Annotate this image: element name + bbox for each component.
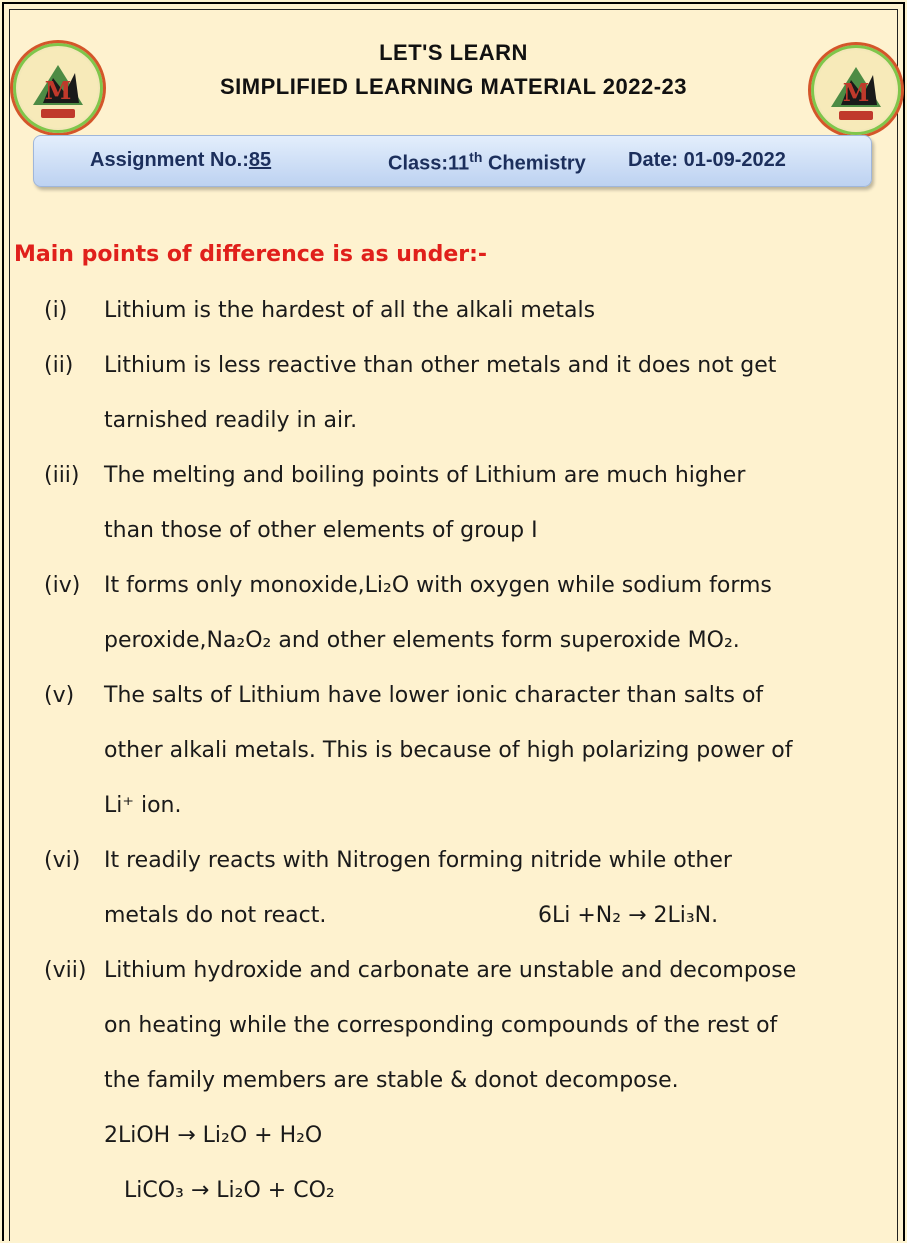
point-text: than those of other elements of group I: [104, 518, 538, 543]
point-text: It readily reacts with Nitrogen forming nitride while other: [104, 848, 732, 873]
point-text: Lithium is less reactive than other metals and it does not get: [104, 353, 777, 378]
header-subtitle: SIMPLIFIED LEARNING MATERIAL 2022-23: [219, 74, 688, 99]
point-text: the family members are stable & donot decompose.: [104, 1068, 679, 1093]
section-heading: Main points of difference is as under:-: [14, 242, 488, 267]
svg-text:M: M: [842, 78, 870, 107]
hydroxide-equation: 2LiOH → Li₂O + H₂O: [104, 1123, 323, 1148]
point-number: (iii): [44, 463, 80, 488]
point-text: Lithium is the hardest of all the alkali metals: [104, 298, 596, 323]
point-text: metals do not react.: [104, 903, 327, 928]
point-text: Lithium hydroxide and carbonate are unstable and decompose: [104, 958, 797, 983]
header-title: LET'S LEARN: [379, 40, 528, 65]
point-text: Li⁺ ion.: [104, 793, 182, 818]
nitride-equation: 6Li +N₂ → 2Li₃N.: [538, 903, 719, 928]
point-text: on heating while the corresponding compounds of the rest of: [104, 1013, 778, 1038]
carbonate-equation: LiCO₃ → Li₂O + CO₂: [124, 1178, 335, 1203]
point-text: tarnished readily in air.: [104, 408, 358, 433]
point-text: It forms only monoxide,Li₂O with oxygen while sodium forms: [104, 573, 772, 598]
assignment-bar: [33, 135, 872, 187]
class-info: [388, 149, 586, 176]
point-text: peroxide,Na₂O₂ and other elements form superoxide MO₂.: [104, 628, 740, 653]
assignment-label: Assignment No.:: [90, 149, 249, 171]
svg-text:M: M: [44, 76, 72, 105]
point-text: The melting and boiling points of Lithium are much higher: [104, 463, 746, 488]
assignment-number-value: 85: [248, 149, 272, 171]
class-sup: th: [469, 149, 483, 165]
class-label: Class:11: [388, 152, 470, 175]
page-inner-border: [9, 9, 898, 1241]
page-frame: [2, 2, 905, 1241]
point-number: (vi): [44, 848, 81, 873]
point-text: other alkali metals. This is because of high polarizing power of: [104, 738, 793, 763]
assignment-date: Date: 01-09-2022: [628, 149, 786, 171]
assignment-number: [90, 149, 271, 172]
point-number: (iv): [44, 573, 81, 598]
point-number: (ii): [44, 353, 74, 378]
subject-label: Chemistry: [487, 152, 586, 175]
point-number: (v): [44, 683, 75, 708]
point-text: The salts of Lithium have lower ionic character than salts of: [104, 683, 764, 708]
point-number: (vii): [44, 958, 87, 983]
point-number: (i): [44, 298, 68, 323]
